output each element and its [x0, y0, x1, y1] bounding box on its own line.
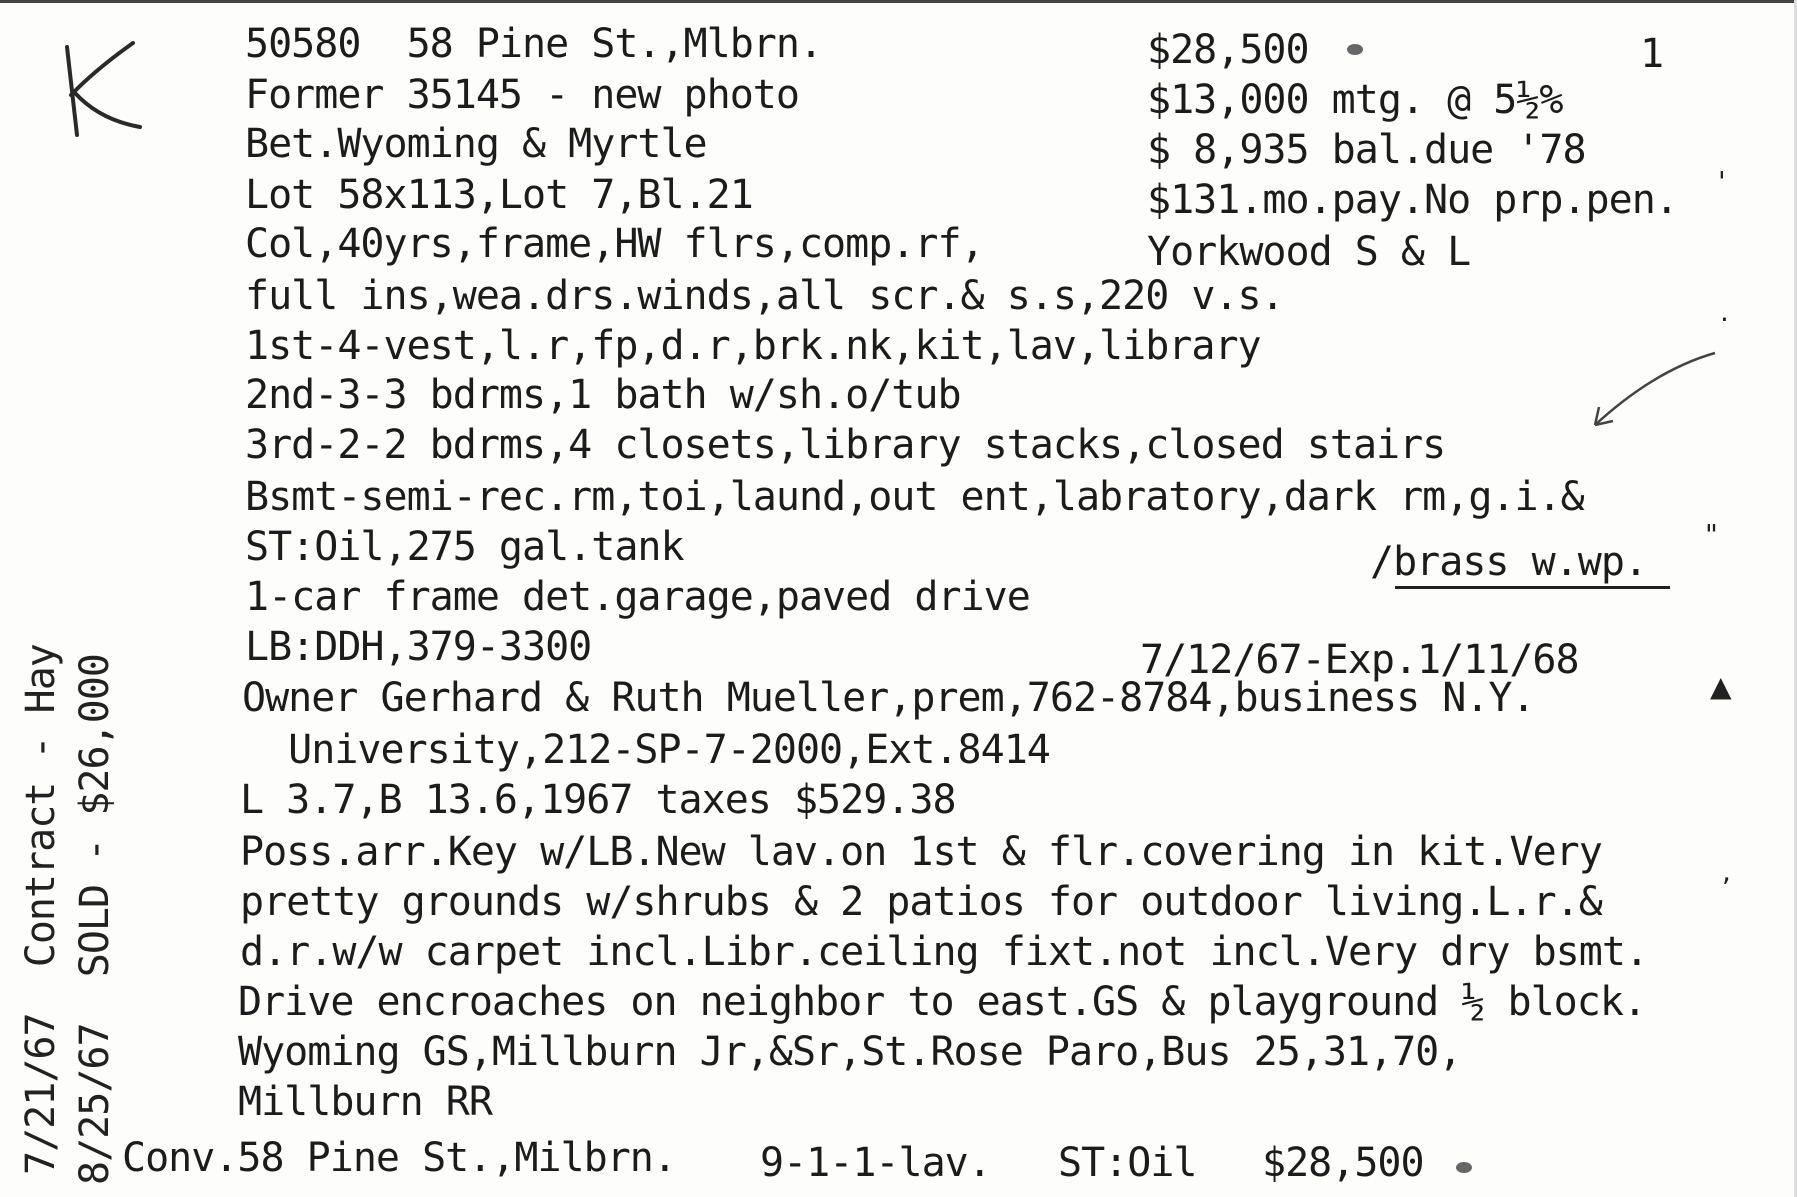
bottom-rooms: 9-1-1-lav.	[760, 1140, 991, 1186]
mortgage: $13,000 mtg. @ 5½%	[1147, 77, 1563, 123]
listing-line-8: 2nd-3-3 bdrms,1 bath w/sh.o/tub	[245, 372, 961, 418]
handwritten-k-mark	[55, 35, 145, 145]
balance-due: $ 8,935 bal.due '78	[1147, 127, 1586, 173]
price-dot	[1347, 44, 1363, 55]
listing-line-15: University,212-SP-7-2000,Ext.8414	[242, 727, 1050, 773]
brass-note-underline	[1395, 586, 1670, 589]
listing-line-22: Millburn RR	[238, 1079, 492, 1125]
listing-line-14: Owner Gerhard & Ruth Mueller,prem,762-8784,business N.Y.	[242, 675, 1535, 721]
margin-tick-5: ,	[1722, 855, 1731, 888]
listing-line-20: Drive encroaches on neighbor to east.GS & playground ½ block.	[238, 979, 1647, 1025]
bottom-price-dot	[1456, 1162, 1472, 1173]
price: $28,500	[1147, 27, 1309, 73]
listing-line-4: Lot 58x113,Lot 7,Bl.21	[245, 172, 753, 218]
listing-line-3: Bet.Wyoming & Myrtle	[245, 121, 707, 167]
listing-line-21: Wyoming GS,Millburn Jr,&Sr,St.Rose Paro,Bus 25,31,70,	[238, 1029, 1462, 1075]
bottom-conv-line: Conv.58 Pine St.,Milbrn.	[122, 1135, 676, 1181]
listing-line-9: 3rd-2-2 bdrms,4 closets,library stacks,closed stairs	[245, 422, 1446, 468]
margin-tick-4: ▲	[1710, 670, 1732, 703]
listing-dates: 7/12/67-Exp.1/11/68	[1140, 637, 1579, 683]
card-number: 1	[1640, 31, 1664, 77]
margin-tick-2: .	[1720, 295, 1729, 328]
listing-line-17: Poss.arr.Key w/LB.New lav.on 1st & flr.covering in kit.Very	[240, 829, 1602, 875]
listing-line-10: Bsmt-semi-rec.rm,toi,laund,out ent,labratory,dark rm,g.i.&	[245, 474, 1584, 520]
listing-line-2: Former 35145 - new photo	[245, 72, 799, 118]
listing-line-19: d.r.w/w carpet incl.Libr.ceiling fixt.not incl.Very dry bsmt.	[240, 929, 1649, 975]
listing-line-7: 1st-4-vest,l.r,fp,d.r,brk.nk,kit,lav,library	[245, 323, 1261, 369]
listing-line-16: L 3.7,B 13.6,1967 taxes $529.38	[240, 777, 956, 823]
bottom-price: $28,500	[1262, 1140, 1424, 1186]
margin-contract-note: 7/21/67 Contract - Hay	[18, 644, 64, 1175]
listing-line-1: 50580 58 Pine St.,Mlbrn.	[245, 21, 823, 67]
lender: Yorkwood S & L	[1147, 229, 1471, 275]
margin-sold-note: 8/25/67 SOLD - $26,000	[72, 654, 118, 1185]
margin-tick-3: "	[1705, 518, 1718, 551]
listing-line-13: LB:DDH,379-3300	[245, 624, 592, 670]
listing-line-11: ST:Oil,275 gal.tank	[245, 524, 684, 570]
listing-line-18: pretty grounds w/shrubs & 2 patios for outdoor living.L.r.&	[240, 879, 1602, 925]
check-arrow-mark	[1585, 345, 1725, 435]
margin-tick-1: '	[1718, 165, 1726, 198]
bottom-heat: ST:Oil	[1058, 1140, 1197, 1186]
brass-note: /brass w.wp.	[1370, 539, 1647, 585]
listing-line-12: 1-car frame det.garage,paved drive	[245, 574, 1030, 620]
listing-line-5: Col,40yrs,frame,HW flrs,comp.rf,	[245, 221, 984, 267]
monthly-payment: $131.mo.pay.No prp.pen.	[1147, 177, 1678, 223]
card-top-edge	[0, 0, 1797, 3]
listing-line-6: full ins,wea.drs.winds,all scr.& s.s,220 v.s.	[245, 273, 1284, 319]
